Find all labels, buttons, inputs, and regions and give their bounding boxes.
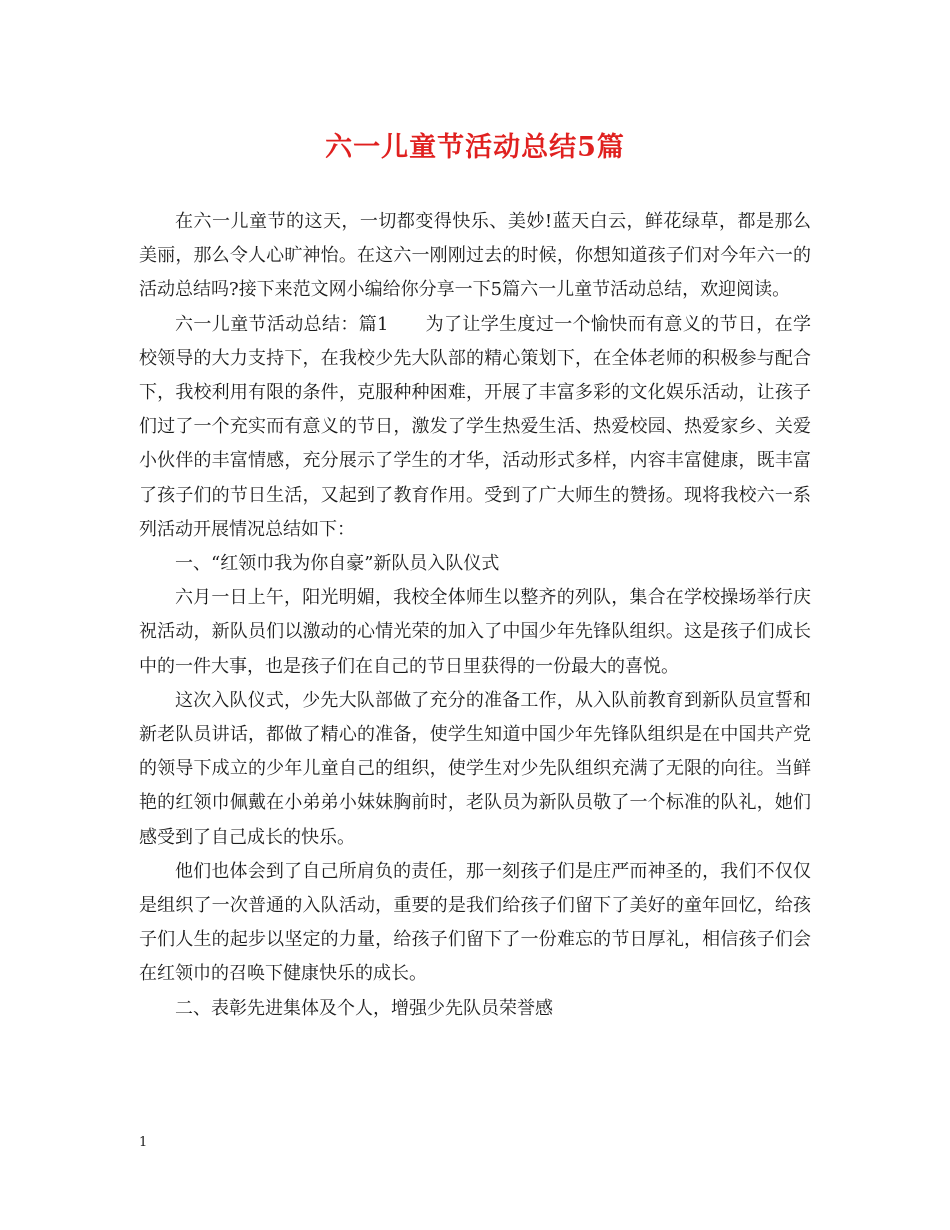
page-number: 1	[139, 1135, 148, 1150]
section-heading-1: 一、“红领巾我为你自豪”新队员入队仪式	[175, 553, 500, 575]
paragraph-intro: 在六一儿童节的这天，一切都变得快乐、美妙!蓝天白云，鲜花绿草，都是那么美丽，那么令人心旷神怡。在这六一刚刚过去的时候，你想知道孩子们对今年六一的活动总结吗?接下来范文网小编给你分享一下5篇六一儿童节活动总结，欢迎阅读。	[139, 211, 811, 301]
section-heading-2: 二、表彰先进集体及个人，增强少先队员荣誉感	[175, 997, 553, 1019]
paragraph: 他们也体会到了自己所肩负的责任，那一刻孩子们是庄严而神圣的，我们不仅仅是组织了一次普通的入队活动，重要的是我们给孩子们留下了美好的童年回忆，给孩子们人生的起步以坚定的力量，给孩子们留下了一份难忘的节日厚礼，相信孩子们会在红领巾的召唤下健康快乐的成长。	[139, 860, 811, 985]
paragraph: 这次入队仪式，少先大队部做了充分的准备工作，从入队前教育到新队员宣誓和新老队员讲话，都做了精心的准备，使学生知道中国少年先锋队组织是在中国共产党的领导下成立的少年儿童自己的组织，使学生对少先队组织充满了无限的向往。当鲜艳的红领巾佩戴在小弟弟小妹妹胸前时，老队员为新队员敬了一个标准的队礼，她们感受到了自己成长的快乐。	[139, 689, 811, 848]
document-body	[139, 205, 811, 1026]
paragraph-part-1: 六一儿童节活动总结：篇1 为了让学生度过一个愉快而有意义的节日，在学校领导的大力支持下，在我校少先大队部的精心策划下，在全体老师的积极参与配合下，我校利用有限的条件，克服种种困难，开展了丰富多彩的文化娱乐活动，让孩子们过了一个充实而有意义的节日，激发了学生热爱生活、热爱校园、热爱家乡、关爱小伙伴的丰富情感，充分展示了学生的才华，活动形式多样，内容丰富健康，既丰富了孩子们的节日生活，又起到了教育作用。受到了广大师生的赞扬。现将我校六一系列活动开展情况总结如下：	[139, 313, 811, 540]
paragraph: 六月一日上午，阳光明媚，我校全体师生以整齐的列队，集合在学校操场举行庆祝活动，新队员们以激动的心情光荣的加入了中国少年先锋队组织。这是孩子们成长中的一件大事，也是孩子们在自己的节日里获得的一份最大的喜悦。	[139, 587, 811, 677]
document-title: 六一儿童节活动总结5篇	[325, 132, 625, 163]
